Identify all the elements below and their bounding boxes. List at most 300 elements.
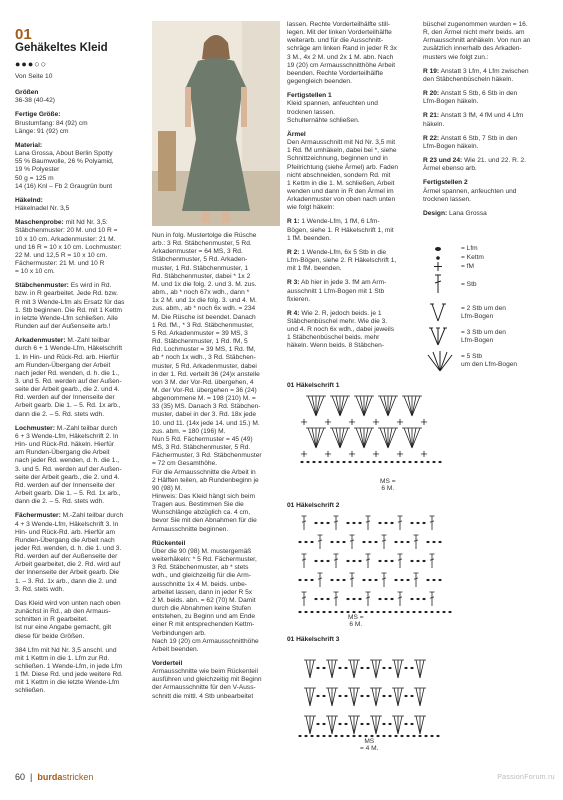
paragraph-heading: Arkadenmuster: — [15, 337, 66, 345]
chain-symbol — [382, 667, 385, 669]
chain-symbol — [364, 735, 367, 737]
chain-symbol — [436, 611, 439, 613]
sc-symbol — [349, 419, 355, 425]
cluster-stitch — [420, 716, 426, 734]
chain-symbol — [442, 611, 445, 613]
paragraph-heading: R 4: — [287, 309, 300, 317]
chain-symbol — [312, 461, 315, 463]
chain-symbol — [396, 461, 399, 463]
chain-symbol — [370, 611, 373, 613]
chain-symbol — [394, 579, 397, 581]
paragraph-text: M.-Zahl teilbar durch 6 + 3 Wende-Lfm, Häkelschrift 2. In Hin- und Rück-Rd. häkeln. Hierfür am Runden-Übergang die Arbeit nach jeder Rd. wenden, d. h. die 1., 3. und 5. Rd. werden auf der Außen- seite der Arbeit gearb., die 2. und 4. Rd. werden auf der Innenseite der Arbeit gearb. Die 1. – 5. Rd. 1x arb., dann die 2. – 5. Rd. stets wdh. — [15, 424, 122, 506]
cluster-stitch — [376, 688, 382, 706]
chain-symbol — [326, 522, 329, 524]
legend-label-3stb: = 3 Stb um den Lfm-Bogen — [461, 329, 506, 344]
chain-symbol — [420, 461, 423, 463]
chain-symbol — [360, 723, 363, 725]
chain-symbol — [388, 723, 391, 725]
col4-paragraph — [423, 21, 551, 62]
col1-paragraph — [15, 142, 143, 191]
chain-symbol — [372, 461, 375, 463]
chain-symbol — [346, 560, 349, 562]
chain-symbol — [310, 611, 313, 613]
cluster-stitch — [354, 716, 360, 734]
paragraph-text: Kleid spannen, anfeuchten und trocknen lassen. Schulternähte schließen. — [287, 100, 378, 124]
chain-symbol — [378, 522, 381, 524]
fan-stitch — [412, 428, 422, 448]
brand-name: burda — [37, 772, 63, 782]
stitch-symbol — [350, 573, 355, 587]
fan-stitch — [334, 396, 340, 416]
brand-name-suffix: stricken — [62, 772, 94, 782]
paragraph-text: Es wird in Rd. bzw. in R gearbeitet. Jede Rd. bzw. R mit 3 Wende-Lfm als Ersatz für das 1. Stb beginnen. Die Rd. mit 1 Kettm in letzte Wende-Lfm schließen. Alle Runden auf der Außenseite arb.! — [15, 282, 125, 331]
stitch-symbol — [318, 535, 323, 549]
chain-symbol — [410, 723, 413, 725]
sc-symbol — [373, 419, 379, 425]
paragraph-heading: R 23 und 24: — [423, 157, 463, 165]
col2-paragraph — [152, 232, 280, 534]
chain-symbol — [324, 461, 327, 463]
text-column-2 — [152, 232, 280, 707]
sc-symbol — [301, 451, 307, 457]
stitch-symbol — [302, 554, 307, 568]
stitch-symbol — [398, 554, 403, 568]
cluster-stitch — [308, 660, 312, 678]
chain-symbol — [394, 541, 397, 543]
five-stitch-fan-icon — [423, 349, 457, 376]
sc-symbol — [397, 419, 403, 425]
chain-symbol — [362, 541, 365, 543]
chain-symbol — [406, 735, 409, 737]
chain-symbol — [370, 735, 373, 737]
chain-symbol — [438, 541, 441, 543]
paragraph-text: M.-Zahl teilbar durch 6 + 1 Wende-Lfm, Häkelschrift 1. In Hin- und Rück-Rd. arb. Hierfür am Runden-Übergang der Arbeit nach jeder Rd. wenden, d. h. die 1., 3. und 5. Rd. werden auf der Außen- seite der Arbeit gearb., die 2. und 4. Rd. werden auf der Innenseite der Arbeit gearb. Die 1. – 5. Rd. 1x arb., dann die 2. – 5. Rd. stets wdh. — [15, 337, 123, 418]
col3-paragraph — [287, 310, 417, 351]
paragraph-text: Den Armausschnitt mit Nd Nr. 3,5 mit 1 Rd. fM umhäkeln, dabei bei *, siehe Schnittzeichnung, beginnen und in Pfeilrichtung (siehe Ärmel) arb. Faden nicht abschneiden, sondern Rd. mit 1 Kettm in die 1. M. schließen, Arbeit wenden und dann in R den Ärmel im Arkadenmuster von oben nach unten wie folgt häkeln: — [287, 139, 399, 212]
chain-symbol — [414, 461, 417, 463]
chain-symbol — [430, 735, 433, 737]
chain-symbol — [382, 695, 385, 697]
fan-stitch — [412, 396, 422, 416]
cluster-stitch — [348, 688, 354, 706]
fan-stitch — [382, 396, 388, 416]
chain-symbol — [416, 560, 419, 562]
cluster-stitch — [352, 716, 356, 734]
cluster-stitch — [348, 660, 354, 678]
chain-symbol — [402, 461, 405, 463]
chain-symbol — [326, 560, 329, 562]
chain-symbol — [354, 461, 357, 463]
paragraph-heading: Fertige Größe: — [15, 111, 61, 119]
chain-symbol — [426, 541, 429, 543]
cluster-stitch — [304, 716, 310, 734]
stitch-symbol — [414, 535, 419, 549]
chain-symbol — [382, 723, 385, 725]
chain-symbol — [410, 667, 413, 669]
chain-symbol — [424, 611, 427, 613]
paragraph-heading: Maschenprobe: — [15, 219, 64, 227]
chain-symbol — [388, 735, 391, 737]
crochet-chart-2 — [296, 512, 466, 617]
chain-symbol — [330, 579, 333, 581]
paragraph-text: Ärmel spannen, anfeuchten und trocknen lassen. — [423, 187, 517, 203]
chain-symbol — [346, 598, 349, 600]
pattern-title: Gehäkeltes Kleid — [15, 42, 108, 54]
chain-symbol — [422, 522, 425, 524]
fan-stitch — [406, 428, 412, 448]
col1-paragraph — [15, 197, 143, 213]
chain-symbol — [366, 667, 369, 669]
cluster-stitch — [354, 660, 360, 678]
paragraph-heading: Vorderteil — [152, 659, 183, 667]
chain-symbol — [358, 611, 361, 613]
chain-symbol — [344, 723, 347, 725]
chain-symbol — [426, 579, 429, 581]
cluster-stitch — [370, 688, 376, 706]
paragraph-heading: Rückenteil — [152, 539, 186, 547]
chain-symbol — [352, 560, 355, 562]
chain-symbol — [338, 695, 341, 697]
fan-stitch — [406, 396, 412, 416]
stitch-symbol — [366, 592, 371, 606]
chain-symbol — [422, 598, 425, 600]
chain-symbol — [318, 461, 321, 463]
chain-symbol — [408, 461, 411, 463]
cluster-stitch — [376, 660, 382, 678]
chain-symbol — [424, 735, 427, 737]
col4-paragraph — [423, 210, 551, 218]
stitch-symbol — [302, 592, 307, 606]
cluster-stitch — [420, 660, 426, 678]
cluster-stitch — [326, 660, 332, 678]
crochet-chart-3 — [296, 646, 456, 741]
cluster-stitch — [396, 688, 400, 706]
chain-symbol — [304, 541, 307, 543]
chain-symbol — [340, 735, 343, 737]
cluster-stitch — [414, 660, 420, 678]
stitch-symbol — [414, 573, 419, 587]
chain-symbol — [416, 522, 419, 524]
chain-symbol — [374, 541, 377, 543]
chain-symbol — [384, 598, 387, 600]
chain-symbol — [406, 611, 409, 613]
chain-symbol — [336, 541, 339, 543]
paragraph-heading: Material: — [15, 141, 43, 149]
cluster-stitch — [398, 660, 404, 678]
cluster-stitch — [308, 716, 312, 734]
stitch-symbol — [318, 573, 323, 587]
chain-symbol — [352, 522, 355, 524]
fan-stitch — [358, 428, 364, 448]
chain-symbol — [314, 598, 317, 600]
paragraph-heading: R 19: — [423, 67, 440, 75]
col1-paragraph — [15, 282, 143, 331]
cluster-stitch — [374, 716, 378, 734]
paragraph-heading: R 1: — [287, 218, 300, 226]
chain-symbol — [328, 611, 331, 613]
chain-symbol — [346, 611, 349, 613]
chain-symbol — [366, 723, 369, 725]
legend-label-stb: = Stb — [461, 281, 477, 288]
col1-paragraph — [15, 219, 143, 276]
chain-symbol — [400, 735, 403, 737]
paragraph-heading: Größen — [15, 89, 39, 97]
sc-symbol — [325, 451, 331, 457]
cluster-stitch — [396, 716, 400, 734]
chain-symbol — [342, 541, 345, 543]
cluster-stitch — [330, 716, 334, 734]
fan-stitch — [382, 428, 388, 448]
chain-symbol — [298, 735, 301, 737]
cluster-stitch — [374, 688, 378, 706]
stitch-symbol — [430, 592, 435, 606]
col1-paragraph — [15, 512, 143, 594]
cluster-stitch — [308, 688, 312, 706]
sc-symbol — [301, 419, 307, 425]
chain-symbol — [400, 541, 403, 543]
chain-symbol — [342, 579, 345, 581]
stitch-symbol — [366, 516, 371, 530]
col1-paragraph — [15, 425, 143, 507]
cluster-stitch — [398, 716, 404, 734]
chain-symbol — [436, 735, 439, 737]
crochet-chart-1 — [298, 392, 448, 467]
chart-2-repeat: MS = 6 M. — [348, 614, 364, 628]
chain-symbol — [390, 522, 393, 524]
chain-symbol — [352, 598, 355, 600]
col3-paragraph — [287, 218, 417, 242]
chain-symbol — [416, 598, 419, 600]
cluster-stitch — [418, 716, 422, 734]
paragraph-heading: R 22: — [423, 134, 440, 142]
chain-symbol — [346, 522, 349, 524]
cluster-stitch — [352, 660, 356, 678]
chain-symbol — [334, 611, 337, 613]
sc-symbol — [373, 451, 379, 457]
fan-stitch — [378, 428, 388, 448]
paragraph-heading: R 20: — [423, 90, 440, 98]
paragraph-text: Über die 90 (98) M. mustergemäß weiterhäkeln: * 5 Rd. Fächermuster, 3 Rd. Stäbchenmuster, ab * stets wdh., und gleichzeitig für die Arm- ausschnitte 1x 4 M. beids. unbe- arbeitet lassen, dann in jeder R 5x 2 M. beids. abn. = 62 (70) M. Damit durch die Abnahmen keine Stufen entstehen, zu Beginn und am Ende einer R mit entsprechenden Kettm- Verbindungen arb. Nach 19 (20) cm Armausschnitthöhe Arbeit beenden. — [152, 547, 259, 653]
chain-symbol — [376, 611, 379, 613]
chain-symbol — [410, 522, 413, 524]
chain-symbol — [322, 611, 325, 613]
chain-symbol — [388, 611, 391, 613]
chart-1-label: 01 Häkelschrift 1 — [287, 382, 340, 389]
fan-stitch — [306, 428, 316, 448]
two-stitch-cluster-icon — [423, 301, 453, 326]
paragraph-text: Nun in folg. Mustertolge die Rüsche arb.: 3 Rd. Stäbchenmuster, 5 Rd. Arkadenmuster = 64 MS, 3 Rd. Stäbchenmuster, 5 Rd. Arkaden- muster, 1 Rd. Stäbchenmuster, 1 Rd. Stäbchenmuster, dabei * 1x 2 M. und 1x die folg. 2. und 3. M. zus. abm., ab * noch 67x wdh., dann * 1x 2 M. und 1x die folg. 3. und 4. M. zus. abm., ab * noch 6x wdh. = 234 M. Die Rüsche ist beendet. Danach 1 Rd. fM., * 3 Rd. Stäbchenmuster, 5 Rd. Arkadenmuster = 39 MS, 3 Rd. Stäbchenmuster, 1 Rd. fM, 5 Rd. Lochmuster = 39 MS, 1 Rd. fM, ab * noch 1x wdh., 3 Rd. Stäbchen- muster, 5 Rd. Arkadenmuster, dabei in der 1. Rd. verteilt 36 (24)x anstelle von 3 M. der Vor-Rd. übergehen, 4 M. der Vor-Rd. übergehen = 36 (24) abgenommene M. = 198 (210) M. = 33 (35) MS. Danach 3 Rd. Stäbchen- muster, dabei in der 3. Rd. 18x jede 10. und 11. (14x jede 14. und 15.) M. zus. abm. = 180 (196) M. Nun 5 Rd. Fächermuster = 45 (49) MS, 3 Rd. Stäbchenmuster, 5 Rd. Fächermuster, 3 Rd. Stäbchenmuster = 72 cm Gesamthöhe. Für die Armausschnitte die Arbeit in 2 Hälften teilen, ab Rundenbeginn je 90 (98) M. Hinweis: Das Kleid hängt sich beim Tragen aus. Bestimmen Sie die Wunschlänge abzüglich ca. 4 cm, bevor Sie mit den Abnahmen für die Armausschnitte beginnen. — [152, 232, 262, 533]
chain-symbol — [344, 667, 347, 669]
paragraph-text: Lana Grossa — [449, 209, 487, 217]
chain-symbol — [330, 541, 333, 543]
chain-symbol — [426, 461, 429, 463]
chain-symbol — [316, 667, 319, 669]
chain-symbol — [348, 461, 351, 463]
chain-symbol — [412, 735, 415, 737]
paragraph-text: Anstatt 3 Lfm, 4 Lfm zwischen den Stäbchenbüscheln häkeln. — [423, 67, 529, 83]
cluster-stitch — [370, 660, 376, 678]
chain-symbol — [366, 461, 369, 463]
sc-symbol — [421, 419, 427, 425]
col4-paragraph — [423, 68, 551, 84]
fan-stitch — [354, 396, 364, 416]
chain-symbol — [310, 579, 313, 581]
legend-label-5stb: = 5 Stb um den Lfm-Bogen — [461, 353, 518, 368]
chain-symbol — [360, 461, 363, 463]
page-number: 60 — [15, 772, 26, 782]
chain-symbol — [374, 579, 377, 581]
fan-stitch — [316, 396, 326, 416]
paragraph-heading: R 3: — [287, 279, 300, 287]
sc-symbol — [421, 451, 427, 457]
chain-symbol — [362, 579, 365, 581]
chart-3-label: 01 Häkelschrift 3 — [287, 636, 340, 643]
legend-label-2stb: = 2 Stb um den Lfm-Bogen — [461, 305, 506, 320]
chain-symbol — [322, 735, 325, 737]
fan-stitch — [330, 396, 340, 416]
fan-stitch — [316, 428, 326, 448]
chain-symbol — [410, 598, 413, 600]
chain-symbol — [430, 611, 433, 613]
chain-symbol — [346, 735, 349, 737]
chain-symbol — [388, 695, 391, 697]
sc-symbol — [397, 451, 403, 457]
text-column-3 — [287, 21, 417, 357]
chain-symbol — [358, 735, 361, 737]
paragraph-heading: Design: — [423, 209, 448, 217]
chain-symbol — [322, 667, 325, 669]
chain-symbol — [382, 735, 385, 737]
paragraph-heading: R 21: — [423, 112, 440, 120]
paragraph-text: 1 Wende-Lfm, 1 fM, 6 Lfm- Bögen, siehe 1. R Häkelschrift 1, mit 1 fM. beenden. — [287, 218, 394, 242]
chart-2-label: 01 Häkelschrift 2 — [287, 502, 340, 509]
paragraph-text: 384 Lfm mit Nd Nr. 3,5 anschl. und mit 1 Kettm in die 1. Lfm zur Rd. schließen. 1 Wende-Lfm, in jede Lfm 1 fM. Diese Rd. und jede weitere Rd. mit 1 Kettm in die letzte Wende-Lfm schließen. — [15, 646, 123, 695]
paragraph-text: Häkelnadel Nr. 3,5 — [15, 205, 70, 213]
paragraph-heading: Stäbchenmuster: — [15, 282, 69, 290]
fan-stitch — [388, 396, 398, 416]
stitch-symbol — [398, 516, 403, 530]
chain-symbol — [352, 735, 355, 737]
paragraph-text: Wie 2. R, jedoch beids. je 1 Stäbchenbüschel mehr. Wie die 3. und 4. R noch 6x wdh., dabei jeweils 1 Stäbchenbüschel beids. mehr häkeln. Wenn beids. 8 Stäbchen- — [287, 309, 395, 350]
cluster-stitch — [392, 688, 398, 706]
chain-symbol — [390, 560, 393, 562]
fan-stitch — [334, 428, 340, 448]
fan-stitch — [330, 428, 340, 448]
stitch-symbol — [382, 573, 387, 587]
chain-symbol — [316, 723, 319, 725]
cluster-stitch — [326, 716, 332, 734]
fan-stitch — [358, 396, 364, 416]
col4-paragraph — [423, 135, 551, 151]
cluster-stitch — [332, 688, 338, 706]
stitch-symbol — [382, 535, 387, 549]
chain-symbol — [358, 560, 361, 562]
paragraph-text: Lana Grossa, About Berlin Spotty 55 % Baumwolle, 26 % Polyamid, 19 % Polyester 50 g = 125 m 14 (16) Knl – Fb 2 Graugrün bunt — [15, 150, 114, 190]
chain-symbol — [394, 735, 397, 737]
paragraph-text: büschel zugenommen wurden = 16. R, den Ärmel nicht mehr beids. am Armausschnitt anhäkeln. Von nun an zusätzlich innerhalb des Arkaden- musters wie folgt zun.: — [423, 21, 531, 61]
chain-symbol — [378, 560, 381, 562]
chain-symbol — [438, 579, 441, 581]
chain-symbol — [358, 598, 361, 600]
cluster-stitch — [304, 660, 310, 678]
chain-symbol — [304, 735, 307, 737]
chain-symbol — [298, 611, 301, 613]
chain-symbol — [390, 598, 393, 600]
chain-symbol — [406, 579, 409, 581]
chain-symbol — [304, 579, 307, 581]
stitch-symbol — [366, 554, 371, 568]
chain-symbol — [368, 541, 371, 543]
paragraph-heading: Ärmel — [287, 130, 306, 138]
chain-symbol — [340, 611, 343, 613]
stitch-symbol — [350, 535, 355, 549]
col4-paragraph — [423, 179, 551, 203]
chain-symbol — [338, 667, 341, 669]
chain-symbol — [310, 735, 313, 737]
cluster-stitch — [330, 688, 334, 706]
fan-stitch — [310, 396, 316, 416]
chain-symbol — [400, 611, 403, 613]
chain-symbol — [328, 735, 331, 737]
cluster-stitch — [418, 688, 422, 706]
chain-symbol — [334, 735, 337, 737]
cluster-stitch — [398, 688, 404, 706]
col1-paragraph — [15, 89, 143, 105]
cluster-stitch — [326, 688, 332, 706]
paragraph-heading: Fächermuster: — [15, 512, 61, 520]
chain-symbol — [364, 611, 367, 613]
paragraph-text: Anstatt 3 fM, 4 fM und 4 Lfm häkeln. — [423, 112, 524, 128]
chain-symbol — [352, 611, 355, 613]
chain-symbol — [358, 522, 361, 524]
stitch-icon — [423, 273, 453, 298]
chain-symbol — [298, 579, 301, 581]
fan-stitch — [310, 428, 316, 448]
fan-stitch — [402, 396, 412, 416]
paragraph-text: Anstatt 6 Stb, 7 Stb in den Lfm-Bogen häkeln. — [423, 134, 518, 150]
paragraph-text: lassen. Rechte Vorderteilhälfte still- legen. Mit der linken Vorderteilhälfte weiterarb. und für die Ausschnitt- schräge am linken Rand in jeder R 3x 3 M., 4x 2 M. und 2x 1 M. abn. Nach 19 (20) cm Armausschnitthöhe Arbeit beenden. Rechte Vorderteilhälfte gegengleich beenden. — [287, 21, 397, 86]
cluster-stitch — [310, 660, 316, 678]
chain-symbol — [330, 461, 333, 463]
paragraph-heading: R 2: — [287, 248, 300, 256]
paragraph-heading: Lochmuster: — [15, 424, 55, 432]
cluster-stitch — [330, 660, 334, 678]
fan-stitch — [306, 396, 316, 416]
chain-symbol — [320, 598, 323, 600]
stitch-symbol — [302, 516, 307, 530]
col2-paragraph — [152, 660, 280, 701]
cluster-stitch — [392, 716, 398, 734]
model-photo — [152, 21, 280, 226]
sc-symbol — [325, 419, 331, 425]
paragraph-text: Anstatt 5 Stb, 6 Stb in den Lfm-Bogen häkeln. — [423, 90, 518, 106]
pattern-number: 01 — [15, 26, 32, 43]
paragraph-heading: Häkelnd: — [15, 196, 43, 204]
paragraph-text: 36-38 (40-42) — [15, 97, 55, 105]
chain-symbol — [390, 461, 393, 463]
chain-symbol — [438, 461, 441, 463]
chain-symbol — [448, 611, 451, 613]
fan-stitch — [402, 428, 412, 448]
three-stitch-cluster-icon — [423, 325, 453, 350]
chain-symbol — [322, 695, 325, 697]
chart-3-repeat: MS = 4 M. — [360, 738, 379, 752]
chain-symbol — [394, 611, 397, 613]
fan-stitch — [340, 428, 350, 448]
page-reference: Von Seite 10 — [15, 73, 53, 80]
stitch-symbol — [334, 592, 339, 606]
paragraph-text: M.-Zahl teilbar durch 4 + 3 Wende-Lfm, Häkelschrift 3. In Hin- und Rück-Rd. arb. Hierfür am Runden-Übergang die Arbeit nach jeder Rd. wenden, d. h. die 1. und 3. Rd. werden auf der Außenseite der Arbeit gearbeitet, die 2. Rd. wird auf der Innenseite der Arbeit gearb. Die 1. – 3. Rd. 1x arb., dann die 2. und 3. Rd. stets wdh. — [15, 512, 124, 593]
